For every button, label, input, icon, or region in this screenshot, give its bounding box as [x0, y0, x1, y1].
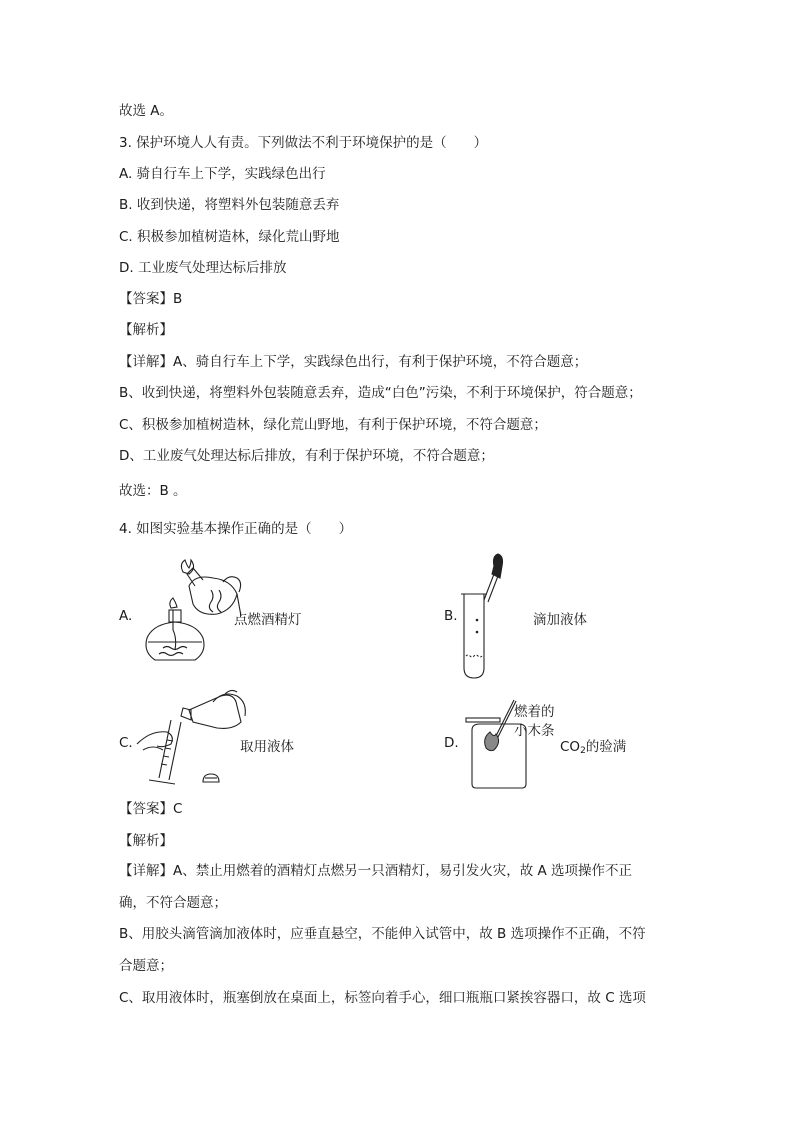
q4-detail-a-line2: 确，不符合题意；	[119, 895, 227, 911]
figure-d	[444, 690, 664, 794]
q3-option-b: B. 收到快递，将塑料外包装随意丢弃	[119, 197, 340, 213]
q4-answer: 【答案】C	[119, 801, 183, 817]
figure-b-caption: 滴加液体	[533, 612, 587, 628]
figure-a	[119, 560, 419, 670]
q4-stem: 4. 如图实验基本操作正确的是（ ）	[119, 521, 353, 537]
q4-detail-a-line1: 【详解】A、禁止用燃着的酒精灯点燃另一只酒精灯，易引发火灾，故 A 选项操作不正	[119, 863, 633, 879]
q3-detail-b: B、收到快递，将塑料外包装随意丢弃，造成“白色”污染，不利于环境保护，符合题意；	[119, 385, 642, 401]
figure-b-drawing	[458, 548, 518, 678]
q3-detail-a: 【详解】A、骑自行车上下学，实践绿色出行，有利于保护环境，不符合题意；	[119, 354, 588, 370]
figure-d-caption	[560, 735, 626, 756]
q3-answer: 【答案】B	[119, 291, 183, 307]
q4-detail-c-line1: C、取用液体时，瓶塞倒放在桌面上，标签向着手心，细口瓶瓶口紧挨容器口，故 C 选项	[119, 990, 646, 1006]
q4-detail-b-line1: B、用胶头滴管滴加液体时，应垂直悬空，不能伸入试管中，故 B 选项操作不正确，不符	[119, 926, 646, 942]
prev-conclusion: 故选 A。	[119, 103, 174, 119]
q3-option-c: C. 积极参加植树造林，绿化荒山野地	[119, 229, 340, 245]
figure-b-letter: B.	[444, 608, 458, 624]
figure-a-letter: A.	[119, 608, 133, 624]
figure-c	[119, 686, 419, 796]
figure-c-letter: C.	[119, 735, 133, 751]
figure-d-caption-rest: 的验满	[585, 739, 627, 755]
q3-option-d: D. 工业废气处理达标后排放	[119, 260, 287, 276]
q3-detail-c: C、积极参加植树造林，绿化荒山野地，有利于保护环境，不符合题意；	[119, 417, 547, 433]
q3-option-a: A. 骑自行车上下学，实践绿色出行	[119, 166, 326, 182]
q3-analysis-label: 【解析】	[119, 322, 173, 338]
figure-d-label-line2: 小木条	[514, 723, 555, 739]
figure-c-drawing	[133, 686, 253, 796]
q4-analysis-label: 【解析】	[119, 833, 173, 849]
figure-b	[444, 548, 644, 678]
q3-stem: 3. 保护环境人人有责。下列做法不利于环境保护的是（ ）	[119, 135, 488, 151]
q3-conclusion: 故选：B 。	[119, 483, 187, 499]
figure-d-label-line1: 燃着的	[514, 704, 555, 720]
figure-d-caption-subscript: 2	[580, 746, 586, 756]
figure-a-caption: 点燃酒精灯	[234, 612, 302, 628]
figure-d-caption-co: CO	[560, 739, 581, 755]
q4-detail-b-line2: 合题意；	[119, 958, 173, 974]
figure-c-caption: 取用液体	[240, 739, 294, 755]
figure-d-letter: D.	[444, 735, 459, 751]
q3-detail-d: D、工业废气处理达标后排放，有利于保护环境，不符合题意；	[119, 448, 494, 464]
